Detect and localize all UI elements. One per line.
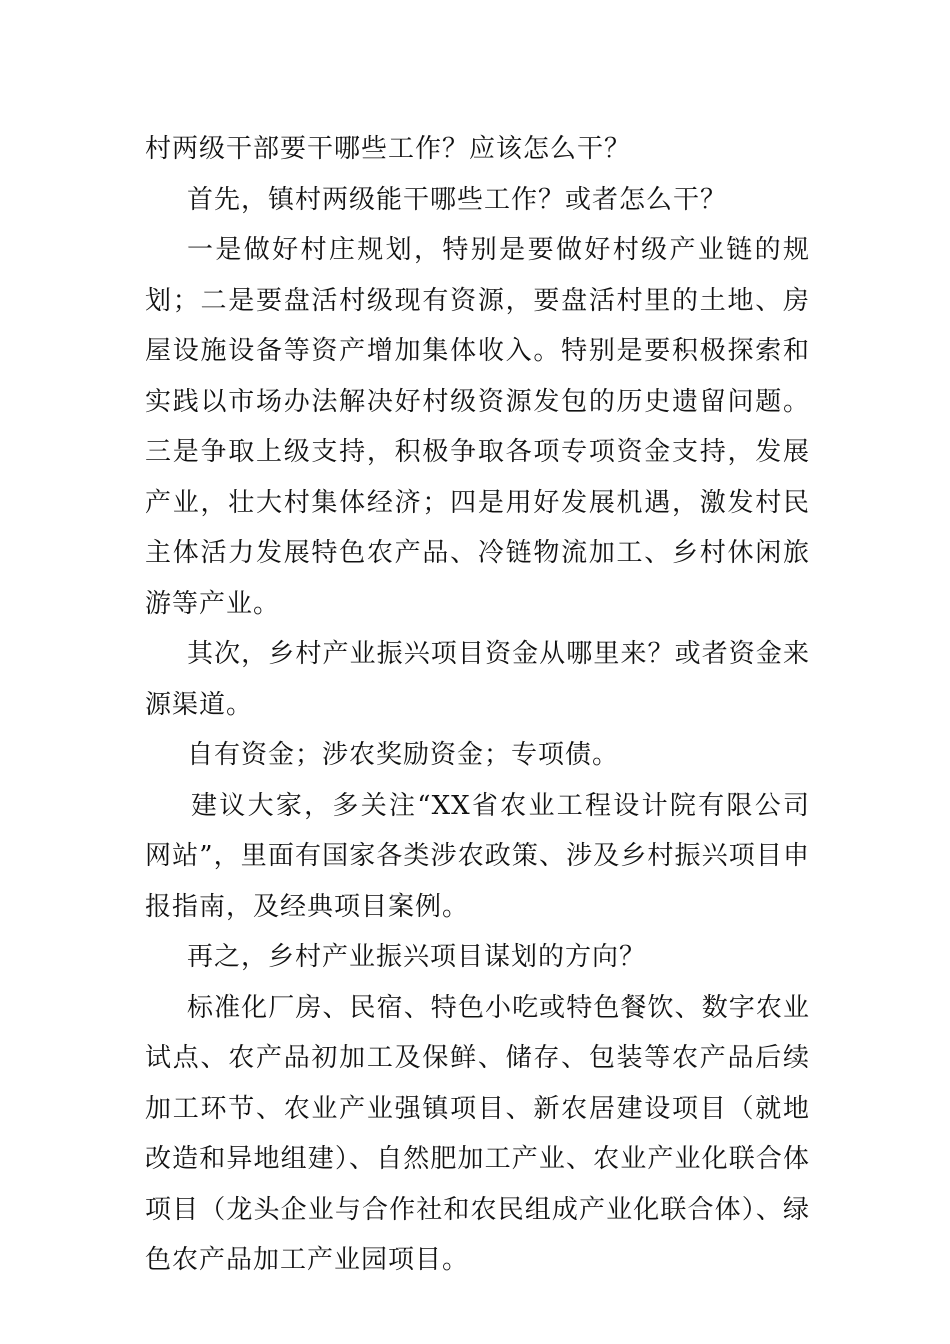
paragraph-funding-question: 其次，乡村产业振兴项目资金从哪里来？或者资金来源渠道。 (145, 639, 810, 720)
paragraph-continued: 村两级干部要干哪些工作？应该怎么干？ (145, 134, 632, 164)
paragraph-first-question: 首先，镇村两级能干哪些工作？或者怎么干？ (187, 184, 728, 215)
paragraph-suggestion: 建议大家，多关注“XX省农业工程设计院有限公司网站”，里面有国家各类涉农政策、涉及乡村振兴项目申报指南，及经典项目案例。 (145, 790, 810, 922)
paragraph-work-items: 一是做好村庄规划，特别是要做好村级产业链的规划；二是要盘活村级现有资源，要盘活村里的土地、房屋设施设备等资产增加集体收入。特别是要积极探索和实践以市场办法解决好村级资源发包的历史遗留问题。三是争取上级支持，积极争取各项专项资金支持，发展产业，壮大村集体经济；四是用好发展机遇，激发村民主体活力发展特色农产品、冷链物流加工、乡村休闲旅游等产业。 (145, 235, 810, 619)
document-body (145, 124, 810, 1286)
paragraph-funding-sources: 自有资金；涉农奖励资金；专项债。 (187, 740, 620, 770)
paragraph-project-directions: 标准化厂房、民宿、特色小吃或特色餐饮、数字农业试点、农产品初加工及保鲜、储存、包装等农产品后续加工环节、农业产业强镇项目、新农居建设项目（就地改造和异地组建）、自然肥加工产业、农业产业化联合体项目（龙头企业与合作社和农民组成产业化联合体）、绿色农产品加工产业园项目。 (145, 992, 810, 1275)
paragraph-direction-question: 再之，乡村产业振兴项目谋划的方向？ (187, 942, 647, 972)
